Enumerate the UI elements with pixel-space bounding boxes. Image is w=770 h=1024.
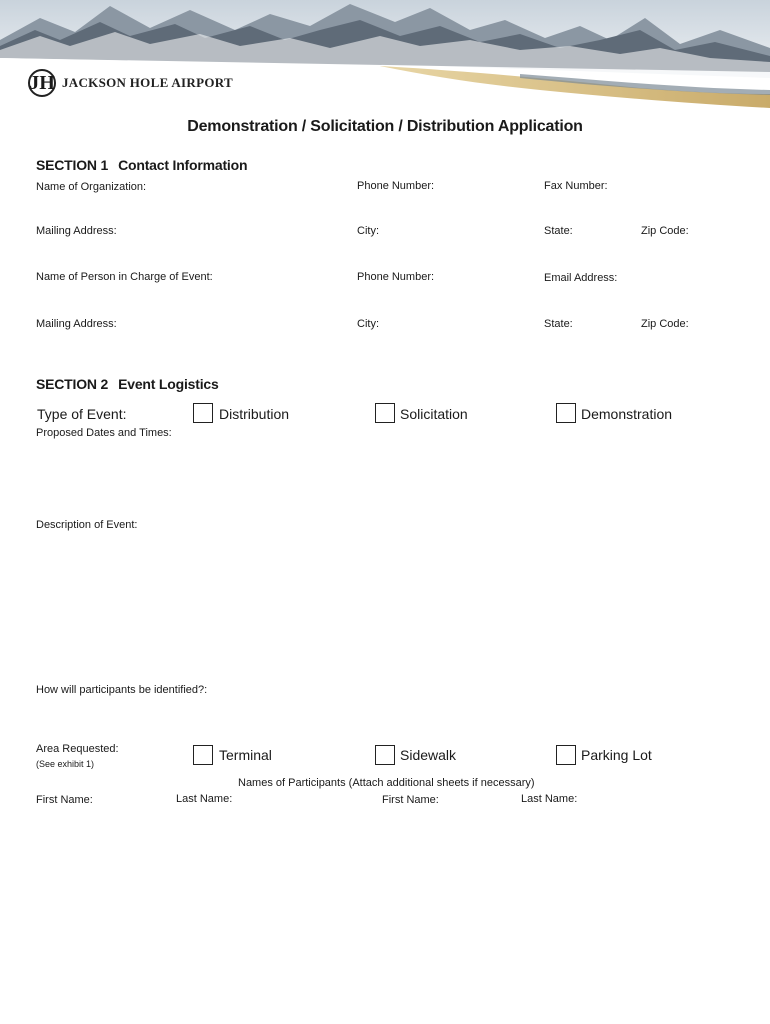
participant-first-name-field-2[interactable]: First Name: bbox=[382, 794, 439, 806]
proposed-dates-field[interactable]: Proposed Dates and Times: bbox=[36, 427, 172, 439]
mailing-address-field[interactable]: Mailing Address: bbox=[36, 225, 117, 237]
sidewalk-checkbox[interactable] bbox=[375, 745, 395, 765]
logo-text: JACKSON HOLE AIRPORT bbox=[62, 75, 233, 90]
area-requested-label: Area Requested: bbox=[36, 743, 119, 755]
person-phone-field[interactable]: Phone Number: bbox=[357, 271, 435, 283]
distribution-option-label: Distribution bbox=[219, 406, 290, 422]
description-field[interactable]: Description of Event: bbox=[36, 519, 138, 531]
demonstration-checkbox[interactable] bbox=[556, 403, 576, 423]
section-2-number: SECTION 2 bbox=[36, 376, 109, 392]
solicitation-checkbox[interactable] bbox=[375, 403, 395, 423]
participant-last-name-field-2[interactable]: Last Name: bbox=[521, 793, 578, 805]
parking-lot-option-label: Parking Lot bbox=[581, 747, 652, 763]
airport-logo bbox=[28, 66, 233, 100]
sidewalk-option-label: Sidewalk bbox=[400, 747, 457, 763]
demonstration-option-label: Demonstration bbox=[581, 406, 673, 422]
type-of-event-label: Type of Event: bbox=[37, 406, 127, 422]
person-in-charge-field[interactable]: Name of Person in Charge of Event: bbox=[36, 271, 213, 283]
zip-code-field[interactable]: Zip Code: bbox=[641, 225, 689, 237]
participant-identification-field[interactable]: How will participants be identified?: bbox=[36, 684, 208, 696]
email-address-field[interactable]: Email Address: bbox=[544, 272, 618, 284]
phone-number-field[interactable]: Phone Number: bbox=[357, 180, 435, 192]
section-1-name: Contact Information bbox=[118, 157, 248, 173]
participants-heading: Names of Participants (Attach additional sheets if necessary) bbox=[238, 777, 535, 789]
city-field[interactable]: City: bbox=[357, 225, 379, 237]
terminal-option-label: Terminal bbox=[219, 747, 272, 763]
distribution-checkbox[interactable] bbox=[193, 403, 213, 423]
person-city-field[interactable]: City: bbox=[357, 318, 379, 330]
person-state-field[interactable]: State: bbox=[544, 318, 573, 330]
participant-last-name-field[interactable]: Last Name: bbox=[176, 793, 233, 805]
logo-mark: JH bbox=[28, 69, 56, 97]
state-field[interactable]: State: bbox=[544, 225, 573, 237]
section-2-name: Event Logistics bbox=[118, 376, 219, 392]
person-mailing-address-field[interactable]: Mailing Address: bbox=[36, 318, 117, 330]
section-1-heading bbox=[36, 157, 247, 173]
section-2-heading bbox=[36, 376, 219, 392]
participant-first-name-field[interactable]: First Name: bbox=[36, 794, 93, 806]
org-name-field[interactable]: Name of Organization: bbox=[36, 181, 147, 193]
solicitation-option-label: Solicitation bbox=[400, 406, 468, 422]
fax-number-field[interactable]: Fax Number: bbox=[544, 180, 608, 192]
person-zip-code-field[interactable]: Zip Code: bbox=[641, 318, 689, 330]
area-requested-note: (See exhibit 1) bbox=[36, 759, 95, 769]
form-title: Demonstration / Solicitation / Distribution Application bbox=[187, 118, 583, 135]
terminal-checkbox[interactable] bbox=[193, 745, 213, 765]
parking-lot-checkbox[interactable] bbox=[556, 745, 576, 765]
section-1-number: SECTION 1 bbox=[36, 157, 109, 173]
